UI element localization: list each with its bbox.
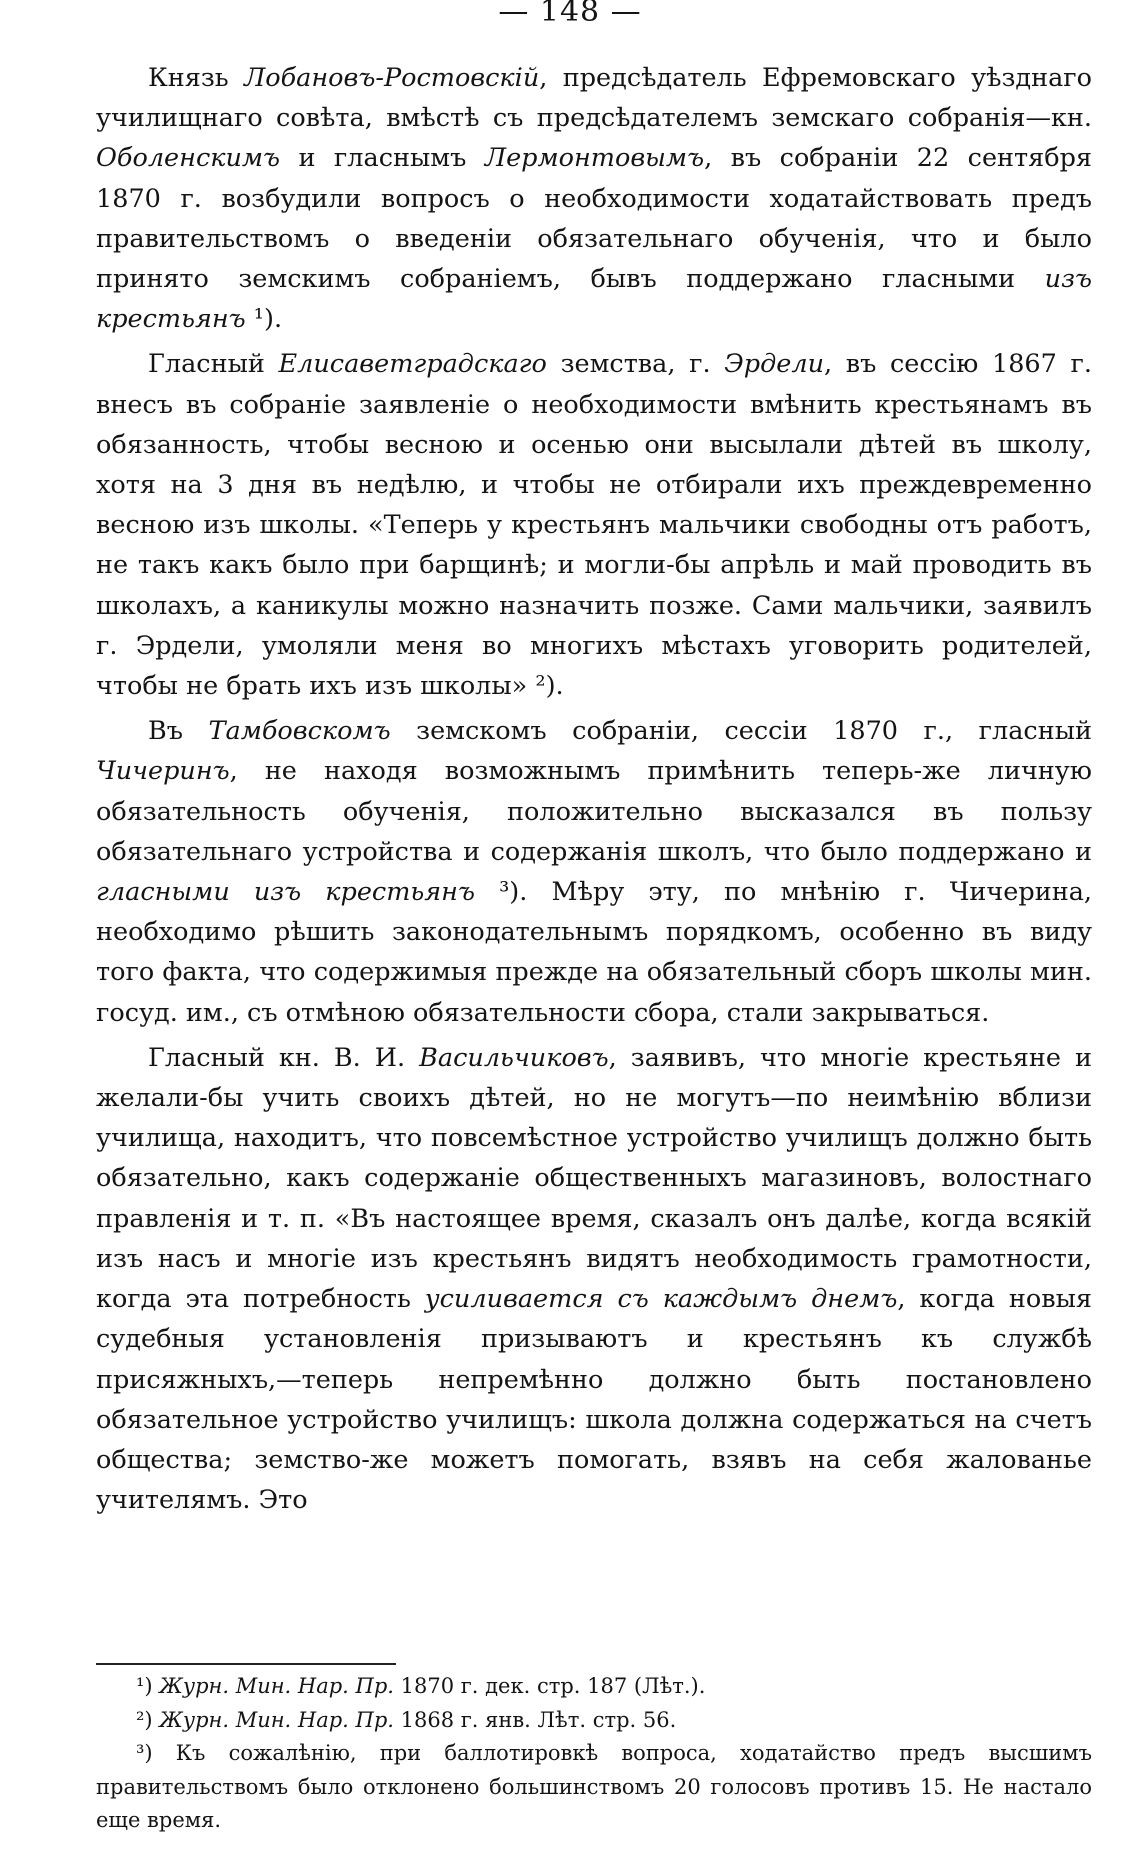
text-run: Въ: [148, 716, 209, 747]
footnote-2: [96, 1704, 1092, 1738]
text-run: ²): [136, 1707, 160, 1732]
text-run: ¹): [136, 1674, 160, 1698]
text-run: , когда новыя судебныя установленія призываютъ и крестьянъ къ службѣ присяжныхъ,—теперь непремѣнно должно быть постановлено обязательное устройство училищъ: школа должна содержаться на счетъ общества; земство-же можетъ помогать, взявъ на себя жалованье учителямъ. Это: [96, 1284, 1092, 1516]
text-run: , въ собраніи 22 сентября 1870 г. возбудили вопросъ о необходимости ходатайствовать предъ правительствомъ о введеніи обязательнаго обученія, что и было принято земскимъ собраніемъ, бывъ поддержано гласными: [96, 143, 1092, 295]
text-run: 1868 г. янв. Лѣт. стр. 56.: [393, 1707, 677, 1732]
text-run: земства, г.: [546, 349, 725, 380]
emphasis-text: Журн. Мин. Нар. Пр.: [159, 1707, 394, 1732]
emphasis-text: Васильчиковъ: [419, 1042, 609, 1073]
text-run: , предсѣдатель Ефремовскаго уѣзднаго училищнаго совѣта, вмѣстѣ съ предсѣдателемъ земскаго собранія—кн.: [96, 63, 1092, 134]
emphasis-text: Эрдели: [724, 349, 825, 380]
text-run: и гласнымъ: [280, 143, 485, 174]
text-run: Гласный: [148, 349, 279, 380]
emphasis-text: изъ крестьянъ: [96, 264, 1092, 335]
paragraph-erdeli: [96, 344, 1092, 706]
emphasis-text: Чичеринъ: [96, 756, 230, 787]
emphasis-text: усиливается съ каждымъ днемъ: [424, 1284, 898, 1315]
footnote-3: [96, 1737, 1092, 1838]
text-run: ³) Къ сожалѣнію, при баллотировкѣ вопроса, ходатайство предъ высшимъ правительствомъ было отклонено большинствомъ 20 голосовъ противъ 15. Не настало еще время.: [96, 1741, 1092, 1832]
page-number: — 148 —: [498, 0, 642, 29]
footnote-divider: [96, 1663, 396, 1665]
emphasis-text: Оболенскимъ: [96, 143, 281, 174]
paragraph-lobanov: [96, 58, 1092, 339]
emphasis-text: Лермонтовымъ: [484, 143, 705, 174]
footnotes: [96, 1670, 1092, 1838]
emphasis-text: Елисаветградскаго: [278, 349, 547, 380]
footnote-1: [96, 1670, 1092, 1704]
emphasis-text: Лобановъ-Ростовскій: [243, 63, 540, 93]
text-run: Князь: [148, 63, 244, 93]
text-run: , не находя возможнымъ примѣнить теперь-же личную обязательность обученія, положительно высказался въ пользу обязательнаго устройства и содержанія школъ, что было поддержано и: [96, 756, 1092, 867]
text-run: 1870 г. дек. стр. 187 (Лѣт.).: [393, 1674, 706, 1698]
text-run: земскомъ собраніи, сессіи 1870 г., гласный: [390, 716, 1092, 747]
emphasis-text: Журн. Мин. Нар. Пр.: [159, 1674, 394, 1698]
text-run: , заявивъ, что многіе крестьяне и желали-бы учить своихъ дѣтей, но не могутъ—по неимѣнію вблизи училища, находитъ, что повсемѣстное устройство училищъ должно быть обязательно, какъ содержаніе общественныхъ магазиновъ, волостнаго правленія и т. п. «Въ настоящее время, сказалъ онъ далѣе, когда всякій изъ насъ и многіе изъ крестьянъ видятъ необходимость грамотности, когда эта потребность: [96, 1042, 1092, 1315]
text-run: , въ сессію 1867 г. внесъ въ собраніе заявленіе о необходимости вмѣнить крестьянамъ въ обязанность, чтобы весною и осенью они высылали дѣтей въ школу, хотя на 3 дня въ недѣлю, и чтобы не отбирали ихъ преждевременно весною изъ школы. «Теперь у крестьянъ мальчики свободны отъ работъ, не такъ какъ было при барщинѣ; и могли-бы апрѣль и май проводить въ школахъ, а каникулы можно назначить позже. Сами мальчики, заявилъ г. Эрдели, умоляли меня во многихъ мѣстахъ уговорить родителей, чтобы не брать ихъ изъ школы» ²).: [96, 349, 1092, 702]
emphasis-text: Тамбовскомъ: [208, 716, 391, 747]
emphasis-text: гласными изъ крестьянъ: [96, 877, 475, 908]
text-run: ¹).: [245, 304, 283, 335]
main-text: [96, 58, 1092, 1520]
text-run: Гласный кн. В. И.: [148, 1042, 420, 1073]
text-run: ³). Мѣру эту, по мнѣнію г. Чичерина, необходимо рѣшить законодательнымъ порядкомъ, особенно въ виду того факта, что содержимыя прежде на обязательный сборъ школы мин. госуд. им., съ отмѣною обязательности сбора, стали закрываться.: [96, 877, 1092, 1028]
paragraph-chicherin: [96, 711, 1092, 1033]
paragraph-vasilchikov: [96, 1038, 1092, 1520]
